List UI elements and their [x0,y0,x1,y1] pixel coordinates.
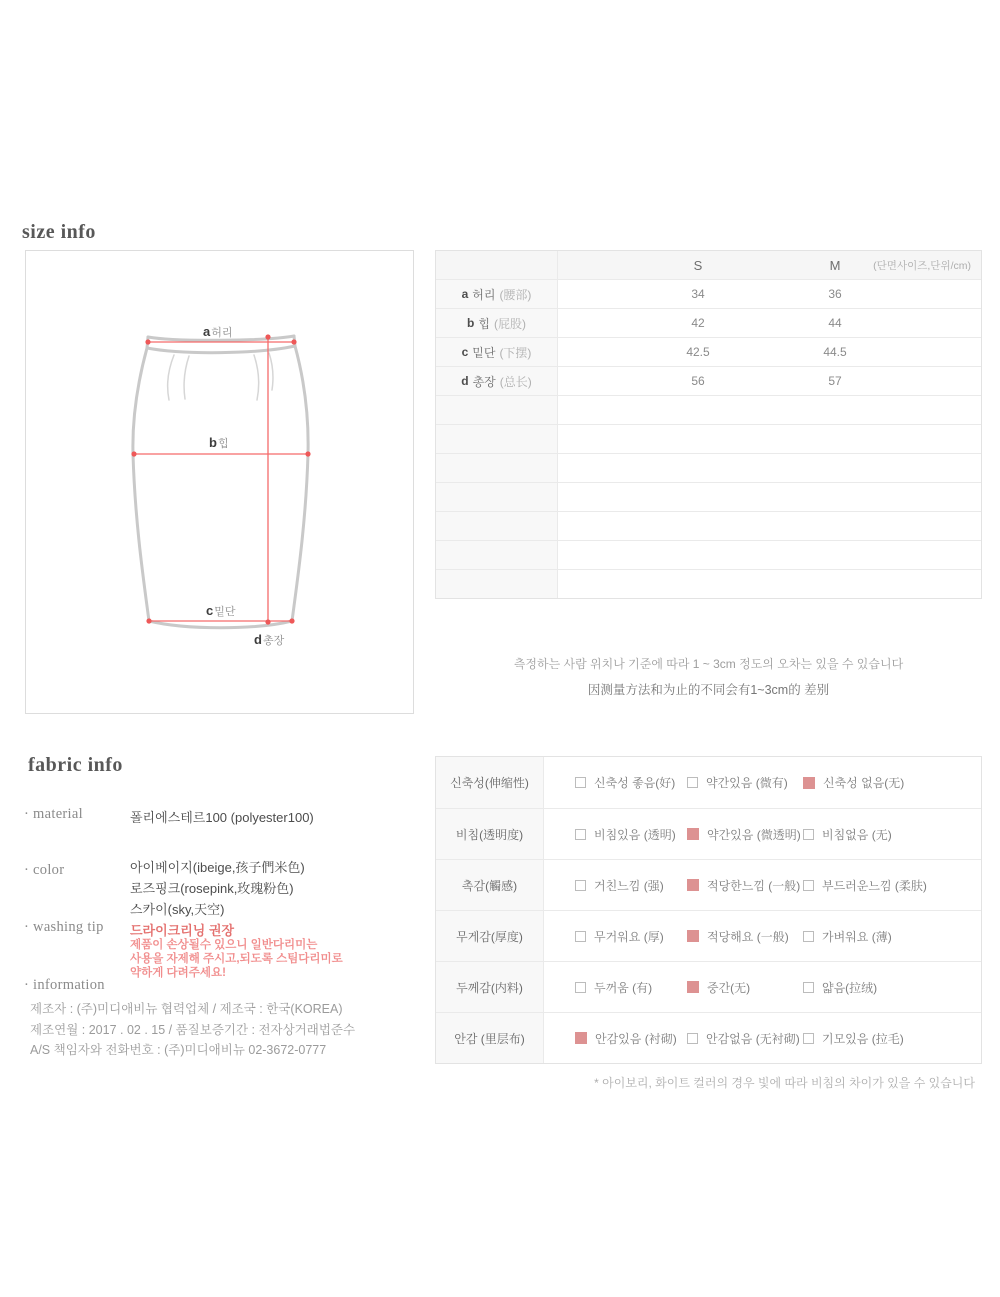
option: 약간있음 (微透明) [687,826,803,843]
empty-row [436,395,981,424]
option: 부드러운느낌 (柔肤) [803,877,927,894]
option: 두꺼움 (有) [575,979,687,996]
manufacturer-info [30,999,355,1061]
color-option: 스카이(sky,天空) [130,902,225,917]
checkbox-icon[interactable] [803,880,814,891]
washing-tip-detail: 제품이 손상될수 있으니 일반다리미는 사용을 자제해 주시고,되도록 스팀다리미로 약하게 다려주세요! [130,939,343,979]
note-korean: 측정하는 사람 위치나 기준에 따라 1 ~ 3cm 정도의 오차는 있을 수 있습니다 [513,657,904,671]
material-label: · material [24,806,83,822]
checkbox-icon[interactable] [803,931,814,942]
option: 안감있음 (衬砌) [575,1030,687,1047]
color-values [130,857,305,920]
option: 비침있음 (透明) [575,826,687,843]
option: 얇음(拉绒) [803,979,877,996]
washing-tip-title: 드라이크리닝 권장 [130,923,235,938]
info-line: 제조자 : (주)미디애비뉴 협력업체 / 제조국 : 한국(KOREA) [30,1002,343,1016]
checkbox-icon[interactable] [687,1033,698,1044]
fabric-row-label: 신축성(伸缩性) [436,757,544,808]
info-line: 제조연월 : 2017 . 02 . 15 / 품질보증기간 : 전자상거래법준수 [30,1022,356,1037]
empty-row [436,511,981,540]
option: 거친느낌 (强) [575,877,687,894]
checkbox-icon[interactable] [575,931,586,942]
note-chinese: 因测量方法和为止的不同会有1~3cm的 差别 [587,683,830,697]
checkbox-icon[interactable] [575,777,586,788]
size-info-heading: size info [22,221,96,243]
option: 적당해요 (一般) [687,928,803,945]
checkbox-icon[interactable] [687,930,699,942]
option: 약간있음 (微有) [687,774,803,791]
empty-row [436,424,981,453]
color-label: · color [24,862,65,878]
fabric-row-weight [436,910,981,961]
option: 신축성 없음(无) [803,774,904,791]
fabric-info-heading: fabric info [28,754,123,776]
diagram-label-hip: b힙 [209,435,229,450]
washing-tip-label: · washing tip [24,919,104,935]
row-label-hip: b 힙 (屁股) [436,309,558,337]
empty-row [436,540,981,569]
size-unit-note: (단면사이즈,단위/cm) [873,259,971,272]
checkbox-icon[interactable] [803,982,814,993]
checkbox-icon[interactable] [803,1033,814,1044]
value-s: 56 [691,374,705,388]
size-table-header-label-cell [436,251,558,279]
value-m: 36 [828,287,842,301]
checkbox-icon[interactable] [575,982,586,993]
option: 중간(无) [687,979,803,996]
table-row [436,366,981,395]
value-m: 44.5 [823,345,847,359]
size-column-m: M [829,257,841,273]
size-table-header-row [436,251,981,279]
option: 기모있음 (拉毛) [803,1030,904,1047]
option: 적당한느낌 (一般) [687,877,803,894]
empty-row [436,482,981,511]
skirt-outline-drawing [26,251,415,715]
value-m: 57 [828,374,842,388]
info-line: A/S 책임자와 전화번호 : (주)미디애비뉴 02-3672-0777 [30,1043,327,1057]
measure-tolerance-note [435,655,982,698]
option: 신축성 좋음(好) [575,774,687,791]
diagram-label-waist: a허리 [203,324,233,339]
checkbox-icon[interactable] [803,777,815,789]
fabric-row-label: 안감 (里层布) [436,1013,544,1063]
table-row [436,279,981,308]
color-option: 아이베이지(ibeige,孩子們米色) [130,860,305,875]
value-s: 34 [691,287,705,301]
color-option: 로즈핑크(rosepink,玫瑰粉色) [130,881,294,896]
material-value: 폴리에스테르100 (polyester100) [130,810,314,825]
option: 무거워요 (厚) [575,928,687,945]
fabric-row-stretch [436,757,981,808]
fabric-row-label: 비침(透明度) [436,809,544,859]
row-label-hem: c 밑단 (下摆) [436,338,558,366]
checkbox-icon[interactable] [803,829,814,840]
value-s: 42.5 [686,345,710,359]
table-row [436,337,981,366]
empty-row [436,569,981,598]
size-table [435,250,982,599]
table-row [436,308,981,337]
diagram-label-length: d총장 [254,632,285,647]
value-s: 42 [691,316,705,330]
checkbox-icon[interactable] [575,880,586,891]
fabric-row-label: 무게감(厚度) [436,911,544,961]
diagram-label-hem: c밑단 [206,603,236,618]
fabric-property-table [435,756,982,1064]
fabric-row-label: 두께감(内料) [436,962,544,1012]
checkbox-icon[interactable] [687,879,699,891]
option: 비침없음 (无) [803,826,892,843]
checkbox-icon[interactable] [575,829,586,840]
checkbox-icon[interactable] [687,828,699,840]
option: 안감없음 (无衬砌) [687,1030,803,1047]
empty-row [436,453,981,482]
fabric-row-texture [436,859,981,910]
sheerness-footnote: * 아이보리, 화이트 컬러의 경우 빛에 따라 비침의 차이가 있을 수 있습니다 [594,1076,975,1090]
checkbox-icon[interactable] [687,981,699,993]
fabric-row-thickness [436,961,981,1012]
fabric-row-label: 촉감(觸感) [436,860,544,910]
fabric-row-lining [436,1012,981,1063]
size-column-s: S [693,257,703,273]
value-m: 44 [828,316,842,330]
information-label: · information [24,977,105,993]
row-label-waist: a 허리 (腰部) [436,280,558,308]
checkbox-icon[interactable] [575,1032,587,1044]
option: 가벼워요 (薄) [803,928,892,945]
skirt-measurement-diagram [25,250,414,714]
fabric-row-sheerness [436,808,981,859]
checkbox-icon[interactable] [687,777,698,788]
row-label-length: d 총장 (总长) [436,367,558,395]
